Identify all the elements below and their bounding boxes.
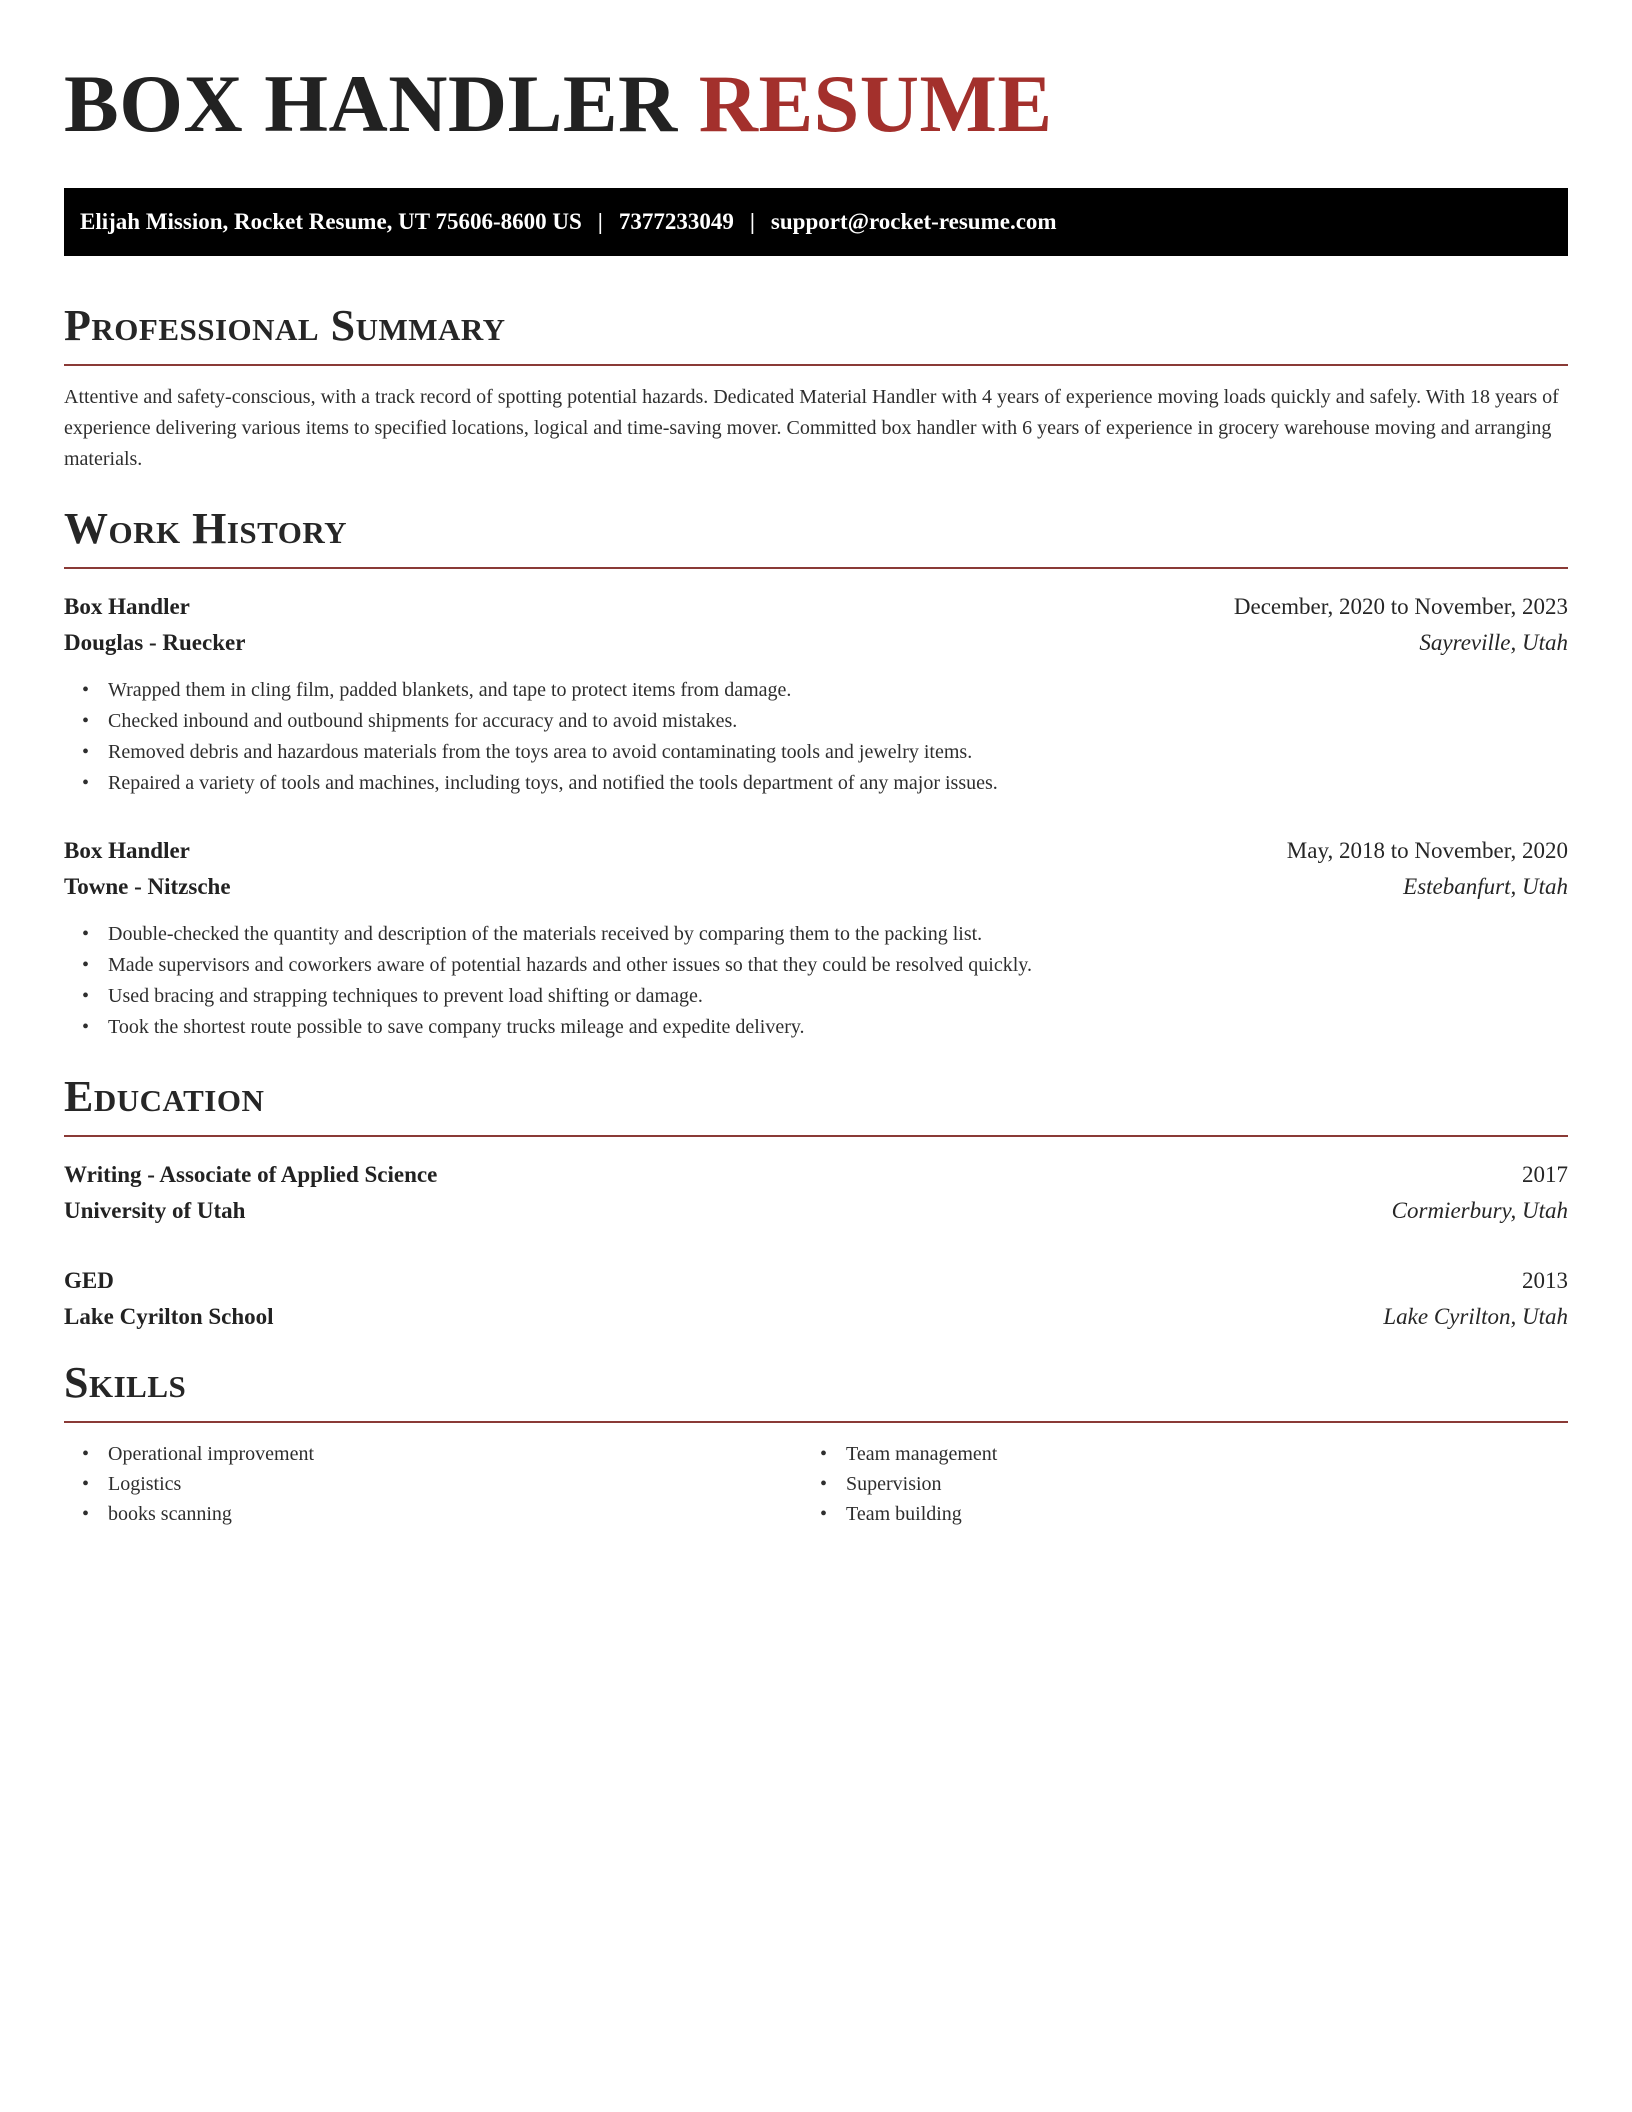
- job-company-row: [64, 869, 1568, 905]
- education-school: Lake Cyrilton School: [64, 1304, 274, 1329]
- education-location: Lake Cyrilton, Utah: [1383, 1304, 1568, 1329]
- resume-title-word: RESUME: [698, 58, 1053, 149]
- education-school: University of Utah: [64, 1198, 246, 1223]
- work-history-divider: [64, 567, 1568, 569]
- contact-address: Elijah Mission, Rocket Resume, UT 75606-8600 US: [80, 209, 582, 234]
- skill-item: • books scanning: [108, 1499, 802, 1529]
- education-school-row: [64, 1299, 1568, 1335]
- job-header-row: [64, 833, 1568, 869]
- education-degree-row: [64, 1263, 1568, 1299]
- skills-column-right: [802, 1439, 1540, 1529]
- job-duty-item: • Checked inbound and outbound shipments for accuracy and to avoid mistakes.: [108, 706, 1568, 737]
- job-entry: [64, 589, 1568, 799]
- education-school-row: [64, 1193, 1568, 1229]
- summary-divider: [64, 364, 1568, 366]
- skill-item: • Team building: [846, 1499, 1540, 1529]
- resume-title: [64, 56, 1568, 152]
- education-heading: Education: [64, 1072, 265, 1121]
- skill-item: • Logistics: [108, 1469, 802, 1499]
- job-dates: December, 2020 to November, 2023: [1233, 594, 1568, 619]
- job-title: Box Handler: [64, 838, 190, 863]
- education-degree: GED: [64, 1268, 114, 1293]
- job-duty-item: • Took the shortest route possible to save company trucks mileage and expedite delivery.: [108, 1012, 1568, 1043]
- skills-grid: [64, 1439, 1568, 1529]
- job-header-row: [64, 589, 1568, 625]
- job-duty-item: • Double-checked the quantity and description of the materials received by comparing them to the packing list.: [108, 919, 1568, 950]
- education-entry: [64, 1263, 1568, 1335]
- skill-item: • Operational improvement: [108, 1439, 802, 1469]
- skills-divider: [64, 1421, 1568, 1423]
- contact-phone: 7377233049: [618, 209, 734, 234]
- job-company-row: [64, 625, 1568, 661]
- job-duties-list: [64, 675, 1568, 799]
- education-degree-row: [64, 1157, 1568, 1193]
- job-company: Douglas - Ruecker: [64, 630, 246, 655]
- summary-heading: Professional Summary: [64, 301, 506, 350]
- resume-title-job: BOX HANDLER: [64, 58, 678, 149]
- job-duties-list: [64, 919, 1568, 1043]
- education-location: Cormierbury, Utah: [1391, 1198, 1568, 1223]
- contact-separator: |: [749, 209, 755, 234]
- education-year: 2017: [1522, 1162, 1568, 1187]
- job-duty-item: • Wrapped them in cling film, padded blankets, and tape to protect items from damage.: [108, 675, 1568, 706]
- job-dates: May, 2018 to November, 2020: [1286, 838, 1568, 863]
- contact-email: support@rocket-resume.com: [770, 209, 1057, 234]
- job-duty-item: • Repaired a variety of tools and machines, including toys, and notified the tools department of any major issues.: [108, 768, 1568, 799]
- job-title: Box Handler: [64, 594, 190, 619]
- skill-item: • Supervision: [846, 1469, 1540, 1499]
- job-entry: [64, 833, 1568, 1043]
- job-duty-item: • Removed debris and hazardous materials from the toys area to avoid contaminating tools and jewelry items.: [108, 737, 1568, 768]
- skills-column-left: [64, 1439, 802, 1529]
- contact-bar: [64, 188, 1568, 256]
- job-duty-item: • Made supervisors and coworkers aware of potential hazards and other issues so that they could be resolved quickly.: [108, 950, 1568, 981]
- job-location: Sayreville, Utah: [1419, 630, 1568, 655]
- education-entry: [64, 1157, 1568, 1229]
- education-year: 2013: [1522, 1268, 1568, 1293]
- education-divider: [64, 1135, 1568, 1137]
- job-company: Towne - Nitzsche: [64, 874, 231, 899]
- education-degree: Writing - Associate of Applied Science: [64, 1162, 438, 1187]
- job-duty-item: • Used bracing and strapping techniques to prevent load shifting or damage.: [108, 981, 1568, 1012]
- skill-item: • Team management: [846, 1439, 1540, 1469]
- job-location: Estebanfurt, Utah: [1403, 874, 1568, 899]
- contact-separator: |: [597, 209, 603, 234]
- summary-text: Attentive and safety-conscious, with a track record of spotting potential hazards. Dedicated Material Handler with 4 years of experience moving loads quickly and safely. With 18 years of experience delivering various items to specified locations, logical and time-saving mover. Committed box handler with 6 years of experience in grocery warehouse moving and arranging materials.: [64, 386, 1559, 470]
- skills-heading: Skills: [64, 1358, 187, 1407]
- work-history-heading: Work History: [64, 504, 348, 553]
